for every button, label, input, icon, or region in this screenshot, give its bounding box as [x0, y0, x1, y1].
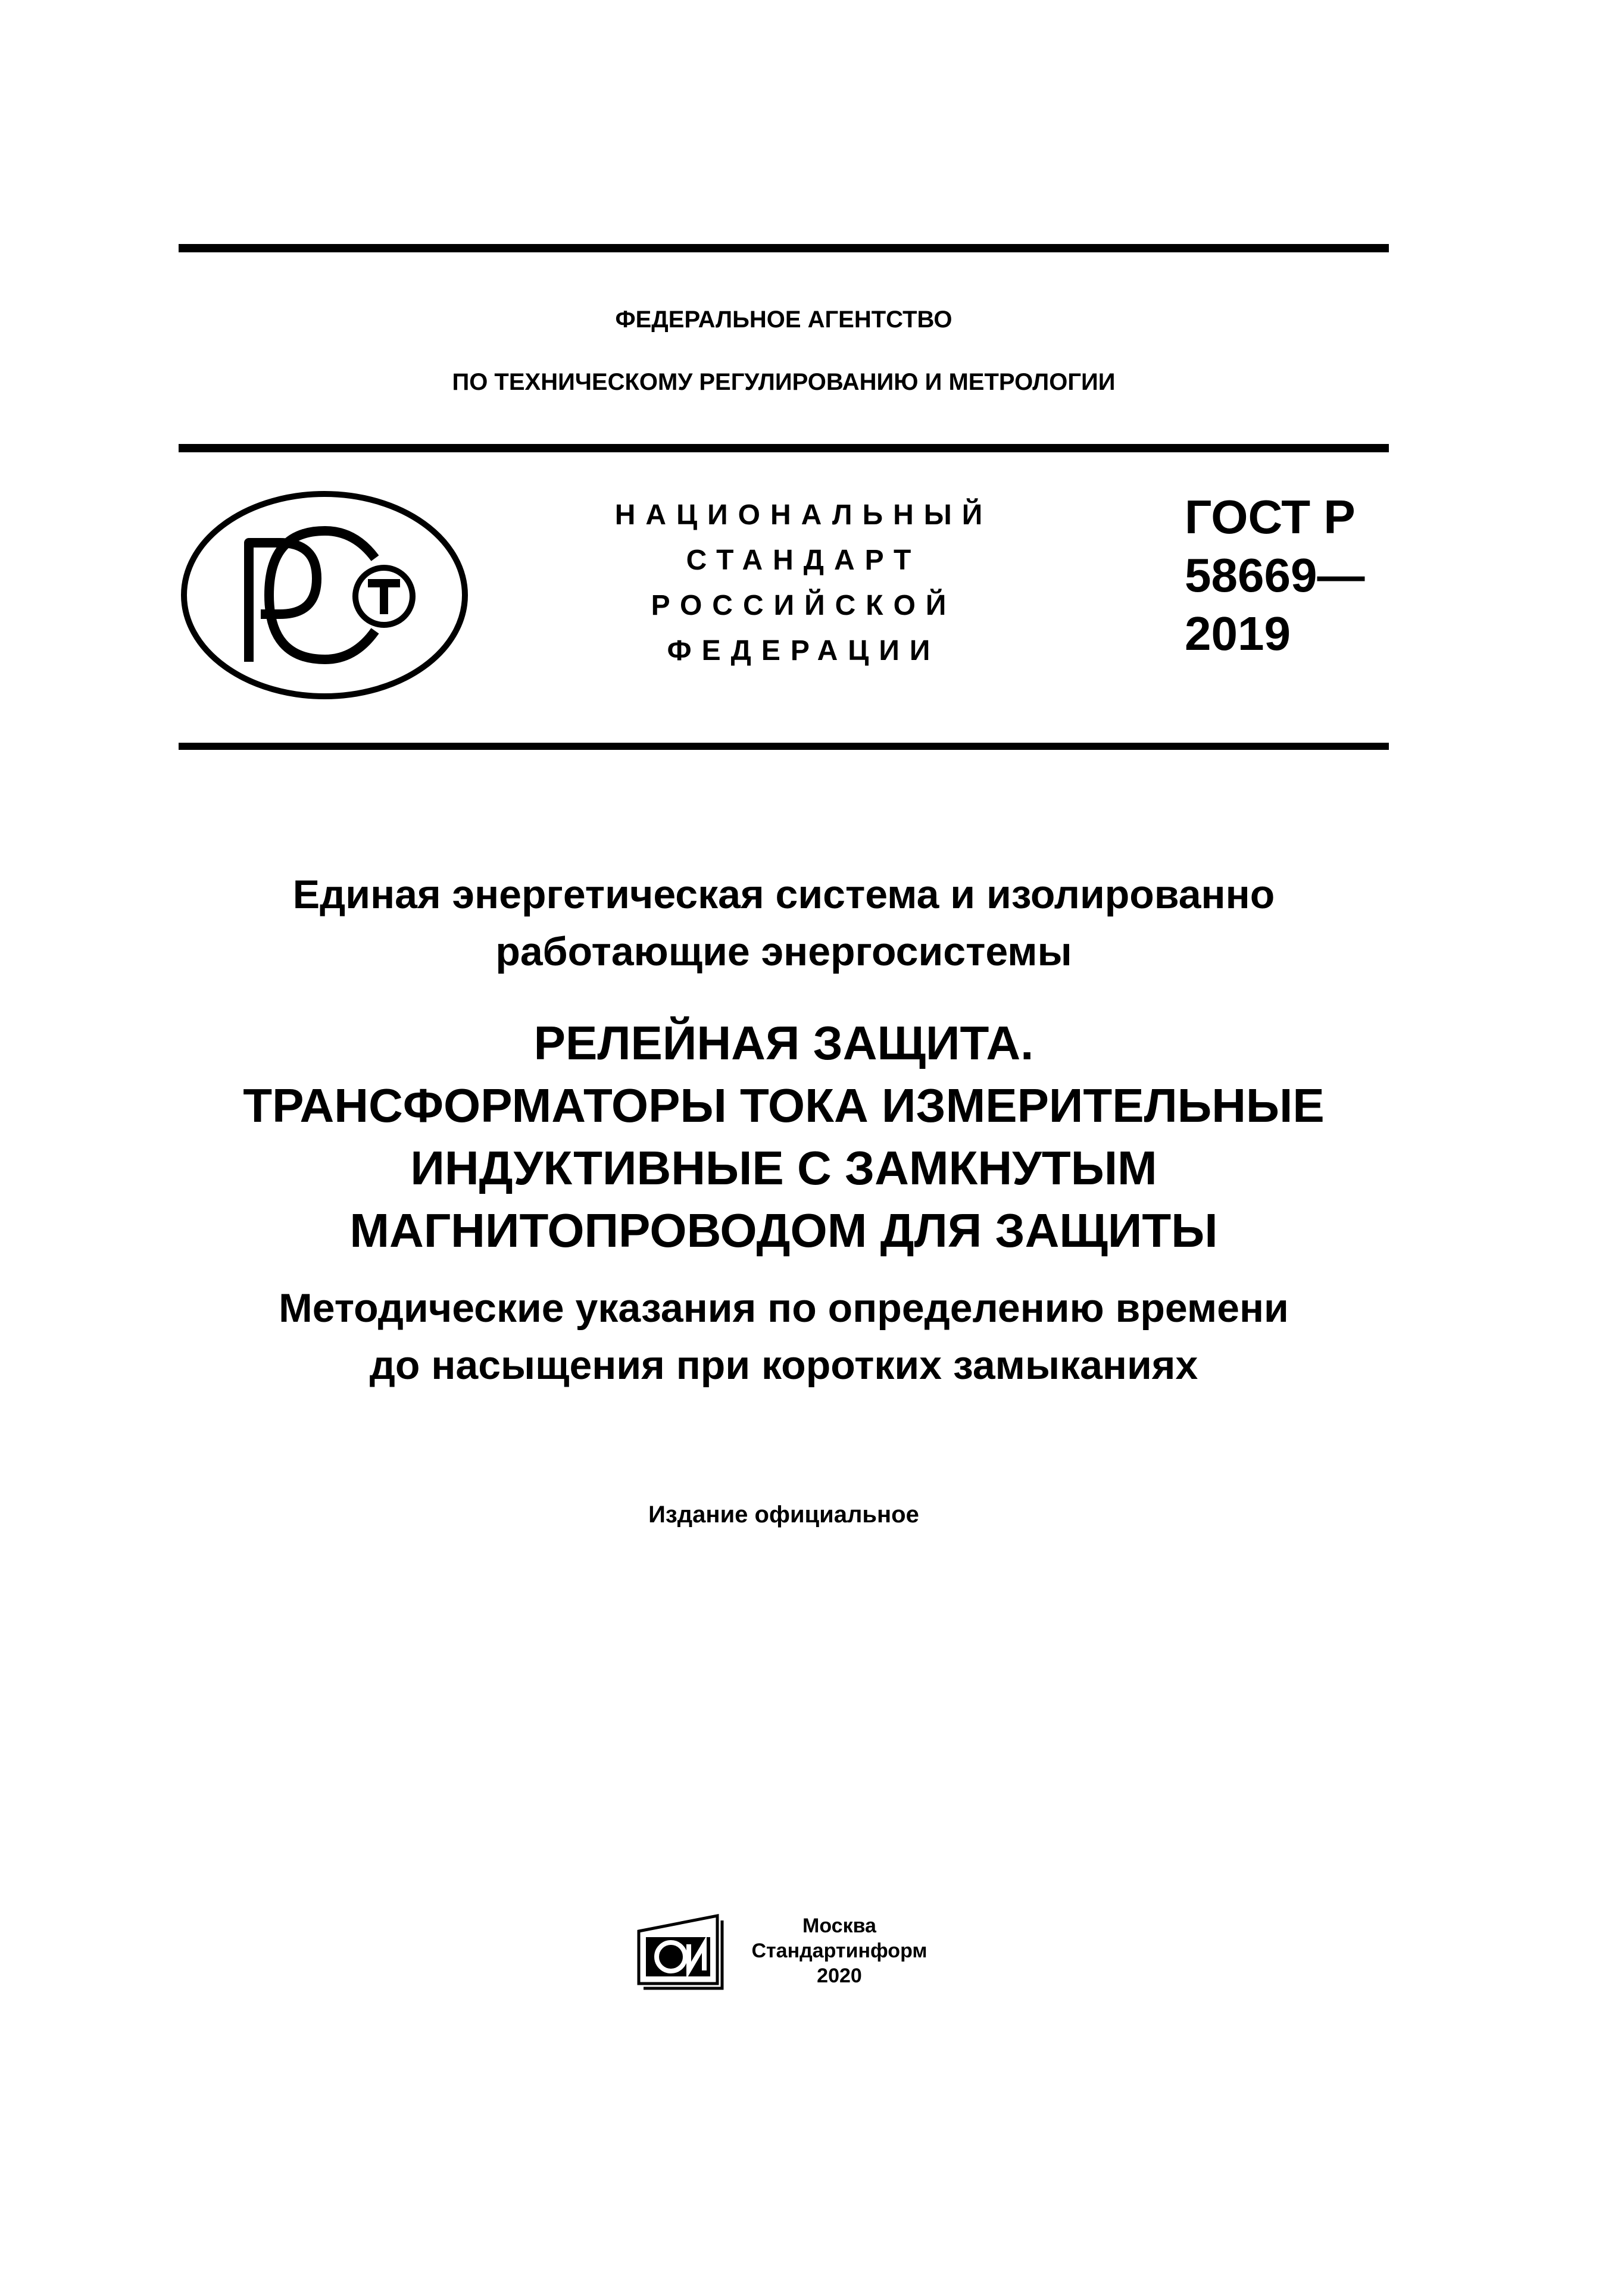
rst-emblem-icon [179, 488, 470, 702]
main-title-line: ТРАНСФОРМАТОРЫ ТОКА ИЗМЕРИТЕЛЬНЫЕ [243, 1079, 1325, 1132]
main-title-line: МАГНИТОПРОВОДОМ ДЛЯ ЗАЩИТЫ [349, 1204, 1218, 1257]
standartinform-logo-icon [634, 1913, 729, 1991]
standard-type-line: ФЕДЕРАЦИИ [667, 635, 941, 667]
header-rule [179, 444, 1389, 452]
standard-type-line: НАЦИОНАЛЬНЫЙ [614, 499, 993, 531]
agency-line-1: ФЕДЕРАЛЬНОЕ АГЕНТСТВО [615, 306, 952, 333]
main-title [179, 1012, 1389, 1262]
main-title-line: РЕЛЕЙНАЯ ЗАЩИТА. [533, 1016, 1034, 1069]
system-title-line: Единая энергетическая система и изолированно [292, 872, 1275, 917]
subtitle-line: Методические указания по определению времени [279, 1285, 1289, 1331]
designation-line: ГОСТ Р [1185, 490, 1356, 543]
edition-label: Издание официальное [648, 1502, 919, 1528]
standard-type-line: РОССИЙСКОЙ [651, 590, 957, 621]
standard-type-label [589, 493, 1018, 674]
standard-designation [1185, 488, 1364, 663]
publisher-year: 2020 [817, 1965, 862, 1987]
standard-type-line: СТАНДАРТ [686, 545, 922, 576]
system-title [179, 866, 1389, 980]
system-title-line: работающие энергосистемы [495, 929, 1072, 974]
publisher-name: Стандартинформ [751, 1940, 927, 1962]
agency-line-2: ПО ТЕХНИЧЕСКОМУ РЕГУЛИРОВАНИЮ И МЕТРОЛОГИИ [452, 369, 1116, 395]
top-rule [179, 244, 1389, 252]
designation-line: 2019 [1185, 607, 1291, 660]
publisher-info [738, 1913, 941, 1988]
main-title-line: ИНДУКТИВНЫЕ С ЗАМКНУТЫМ [410, 1141, 1157, 1194]
publisher-city: Москва [802, 1915, 876, 1937]
subtitle-line: до насыщения при коротких замыканиях [369, 1343, 1198, 1388]
subtitle [179, 1280, 1389, 1394]
designation-line: 58669— [1185, 549, 1365, 602]
title-rule [179, 743, 1389, 750]
